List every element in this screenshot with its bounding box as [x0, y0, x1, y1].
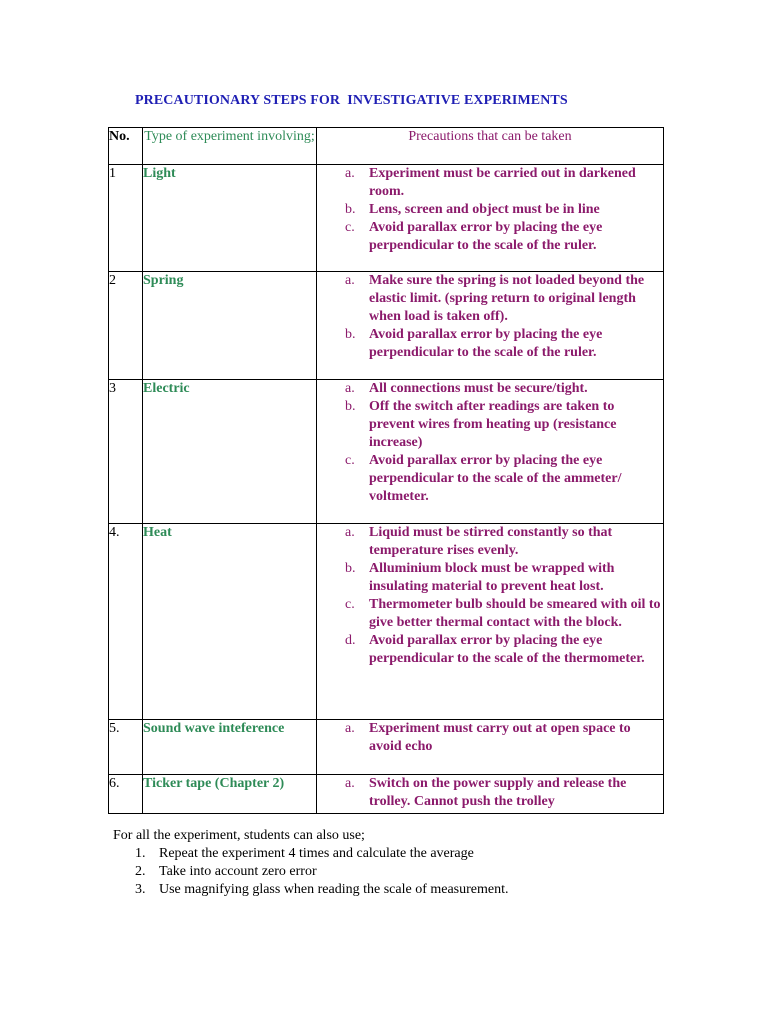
table-row — [109, 775, 664, 814]
item-text: All connections must be secure/tight. — [369, 381, 588, 396]
item-text: Switch on the power supply and release the trolley. Cannot push the trolley — [369, 776, 627, 809]
precautions-list — [317, 165, 663, 255]
item-text: Make sure the spring is not loaded beyond the elastic limit. (spring return to original length when load is taken off). — [369, 273, 645, 324]
list-item — [317, 524, 663, 560]
list-item — [317, 272, 663, 326]
precautions-cell — [317, 720, 664, 775]
item-marker: c. — [345, 453, 355, 468]
precautions-list — [317, 775, 663, 811]
precautions-table — [108, 127, 664, 814]
item-marker: a. — [345, 776, 355, 791]
item-marker: a. — [345, 381, 355, 396]
item-text: Experiment must carry out at open space to avoid echo — [369, 721, 631, 754]
precautions-cell — [317, 380, 664, 524]
list-item — [113, 881, 509, 899]
list-item — [317, 219, 663, 255]
item-text: Alluminium block must be wrapped with insulating material to prevent heat lost. — [369, 561, 615, 594]
item-marker: 3. — [135, 882, 146, 897]
experiment-type: Ticker tape (Chapter 2) — [143, 775, 317, 814]
experiment-type: Electric — [143, 380, 317, 524]
precautions-list — [317, 272, 663, 362]
notes-intro: For all the experiment, students can also use; — [113, 828, 365, 843]
list-item — [113, 845, 509, 863]
item-marker: b. — [345, 399, 356, 414]
row-number: 4. — [109, 524, 143, 720]
precautions-cell — [317, 524, 664, 720]
table-row — [109, 380, 664, 524]
item-marker: a. — [345, 273, 355, 288]
list-item — [113, 863, 509, 881]
list-item — [317, 632, 663, 668]
item-marker: d. — [345, 633, 356, 648]
item-text: Avoid parallax error by placing the eye perpendicular to the scale of the ruler. — [369, 220, 603, 253]
row-number: 2 — [109, 272, 143, 380]
precautions-list — [317, 380, 663, 506]
item-marker: b. — [345, 327, 356, 342]
header-precautions: Precautions that can be taken — [317, 128, 664, 165]
item-text: Use magnifying glass when reading the scale of measurement. — [159, 882, 509, 897]
item-text: Thermometer bulb should be smeared with oil to give better thermal contact with the block. — [369, 597, 661, 630]
item-marker: a. — [345, 721, 355, 736]
experiment-type: Sound wave inteference — [143, 720, 317, 775]
experiment-type: Heat — [143, 524, 317, 720]
item-marker: c. — [345, 597, 355, 612]
table-row — [109, 165, 664, 272]
precautions-cell — [317, 775, 664, 814]
list-item — [317, 326, 663, 362]
precautions-list — [317, 720, 663, 756]
item-marker: a. — [345, 166, 355, 181]
item-marker: b. — [345, 202, 356, 217]
item-marker: a. — [345, 525, 355, 540]
row-number: 6. — [109, 775, 143, 814]
experiment-type: Light — [143, 165, 317, 272]
list-item — [317, 398, 663, 452]
table-row — [109, 720, 664, 775]
item-marker: c. — [345, 220, 355, 235]
item-text: Liquid must be stirred constantly so that temperature rises evenly. — [369, 525, 613, 558]
precautions-list — [317, 524, 663, 668]
table-row — [109, 524, 664, 720]
document-title: PRECAUTIONARY STEPS FOR INVESTIGATIVE EXPERIMENTS — [135, 93, 568, 108]
list-item — [317, 380, 663, 398]
precautions-cell — [317, 165, 664, 272]
item-text: Lens, screen and object must be in line — [369, 202, 600, 217]
list-item — [317, 720, 663, 756]
list-item — [317, 452, 663, 506]
list-item — [317, 560, 663, 596]
notes-list — [113, 845, 509, 899]
item-marker: b. — [345, 561, 356, 576]
item-marker: 1. — [135, 846, 146, 861]
item-text: Avoid parallax error by placing the eye perpendicular to the scale of the thermometer. — [369, 633, 645, 666]
item-text: Repeat the experiment 4 times and calculate the average — [159, 846, 474, 861]
row-number: 3 — [109, 380, 143, 524]
general-notes — [113, 827, 509, 899]
item-text: Avoid parallax error by placing the eye perpendicular to the scale of the ammeter/ voltmeter. — [369, 453, 622, 504]
header-no: No. — [109, 128, 143, 165]
table-row — [109, 272, 664, 380]
list-item — [317, 165, 663, 201]
list-item — [317, 201, 663, 219]
table-header-row — [109, 128, 664, 165]
item-marker: 2. — [135, 864, 146, 879]
row-number: 5. — [109, 720, 143, 775]
item-text: Experiment must be carried out in darkened room. — [369, 166, 636, 199]
item-text: Off the switch after readings are taken to prevent wires from heating up (resistance increase) — [369, 399, 617, 450]
list-item — [317, 596, 663, 632]
item-text: Take into account zero error — [159, 864, 317, 879]
row-number: 1 — [109, 165, 143, 272]
item-text: Avoid parallax error by placing the eye perpendicular to the scale of the ruler. — [369, 327, 603, 360]
experiment-type: Spring — [143, 272, 317, 380]
precautions-cell — [317, 272, 664, 380]
list-item — [317, 775, 663, 811]
header-type-of-experiment: Type of experiment involving; — [143, 128, 317, 165]
